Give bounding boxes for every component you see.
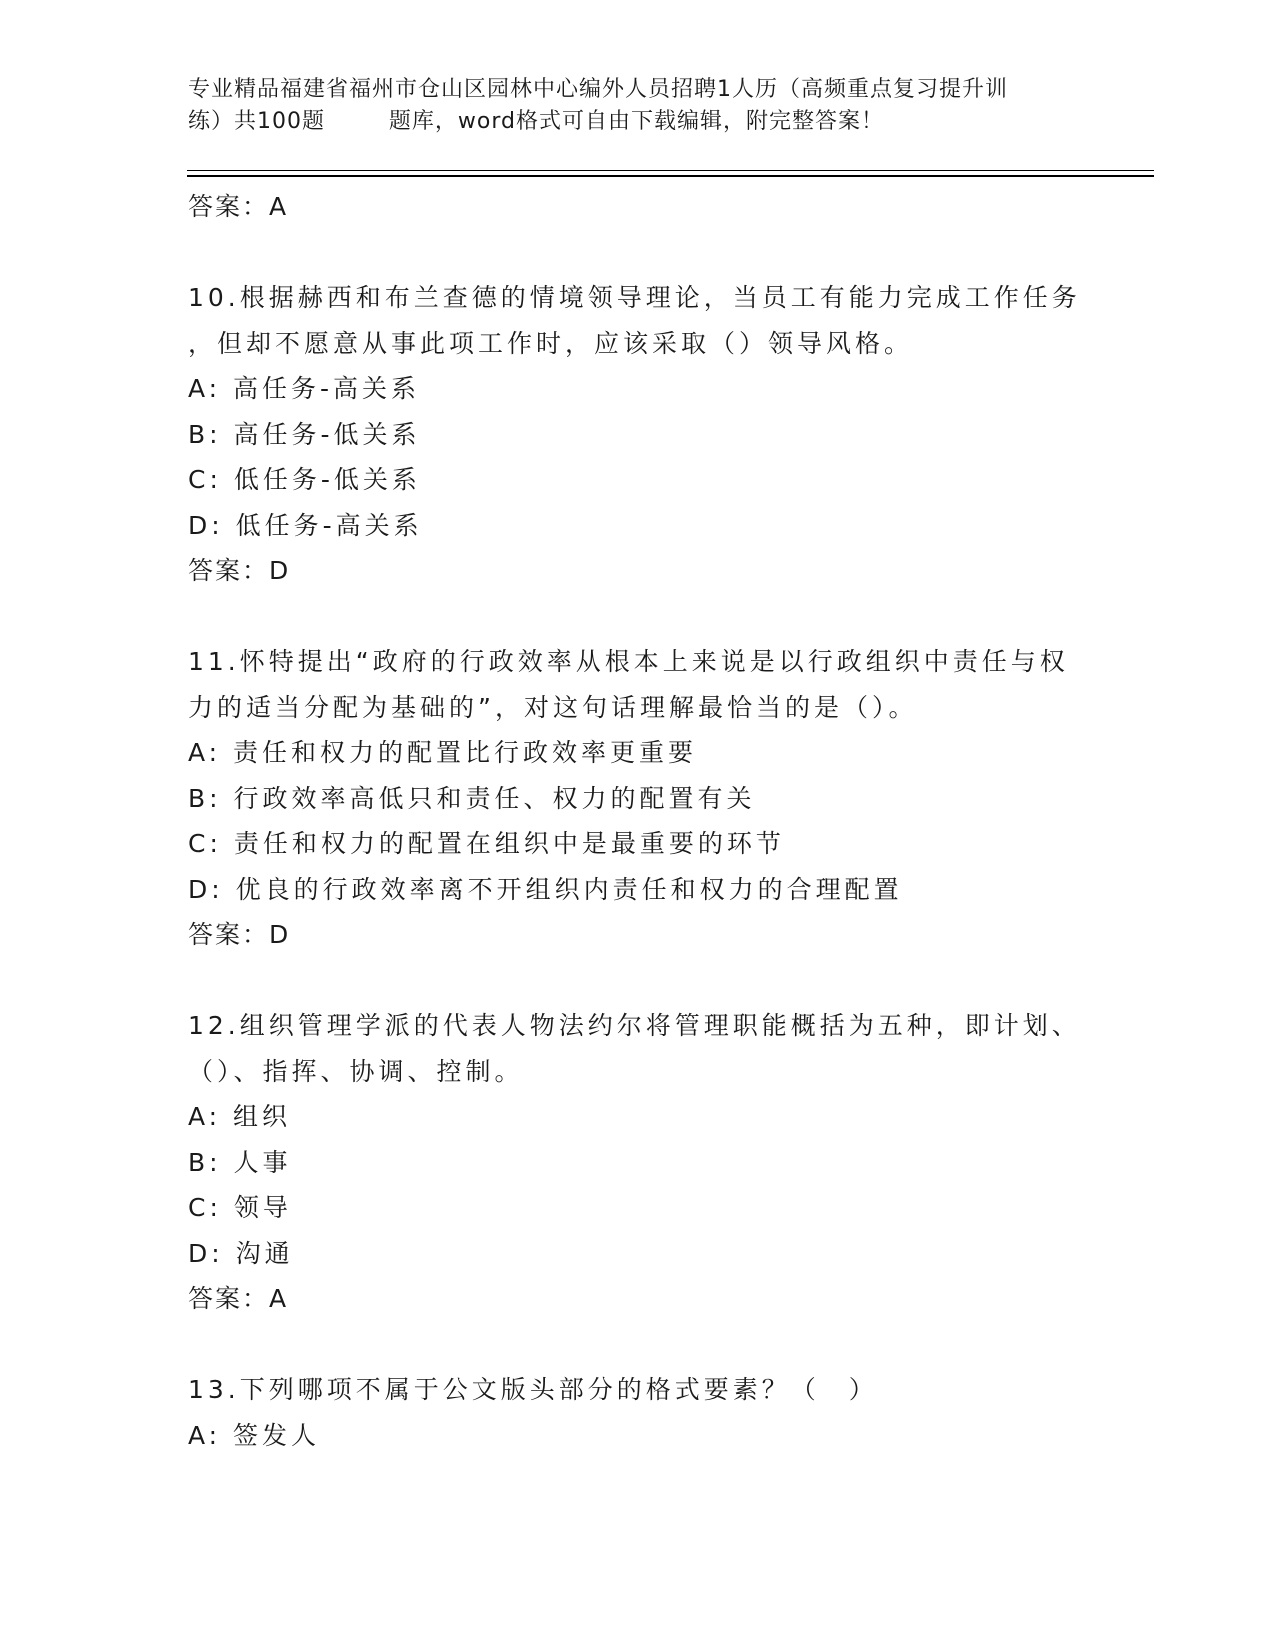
spacer [188,958,1088,1004]
header-title-line-2: 练）共100题 题库，word格式可自由下载编辑，附完整答案！ [188,109,885,134]
answer-line: 答案：D [188,920,291,949]
option-a: A: 高任务-高关系 [188,374,421,403]
page-header [188,74,1088,138]
option-d: D: 优良的行政效率离不开组织内责任和权力的合理配置 [188,874,903,904]
option-b: B: 人事 [188,1147,292,1177]
question-stem: （）、指挥、协调、控制。 [188,1056,524,1086]
option-b: B: 行政效率高低只和责任、权力的配置有关 [188,783,756,813]
spacer [188,1322,1088,1368]
option-a: A: 组织 [188,1102,292,1131]
answer-line: 答案：A [188,192,289,221]
question-block [188,275,1088,594]
question-stem: 力的适当分配为基础的”，对这句话理解最恰当的是（）。 [188,692,918,722]
spacer [188,230,1088,276]
question-stem: 11.怀特提出“政府的行政效率从根本上来说是以行政组织中责任与权 [188,647,1069,676]
option-c: C: 责任和权力的配置在组织中是最重要的环节 [188,829,785,858]
question-block [188,1003,1088,1322]
question-block [188,639,1088,958]
option-c: C: 低任务-低关系 [188,465,421,494]
option-d: D: 沟通 [188,1238,294,1268]
header-divider-thick [187,175,1154,177]
option-c: C: 领导 [188,1193,292,1222]
answer-line: 答案：A [188,1284,289,1313]
option-b: B: 高任务-低关系 [188,419,421,449]
question-stem: ，但却不愿意从事此项工作时，应该采取（）领导风格。 [188,328,914,358]
answer-line: 答案：D [188,556,291,585]
option-d: D: 低任务-高关系 [188,510,423,540]
question-block [188,1367,1088,1458]
header-divider-thin [187,170,1154,171]
spacer [188,594,1088,640]
question-stem: 13.下列哪项不属于公文版头部分的格式要素？（ ） [188,1375,878,1404]
question-stem: 10.根据赫西和布兰查德的情境领导理论，当员工有能力完成工作任务 [188,283,1081,312]
option-a: A: 责任和权力的配置比行政效率更重要 [188,738,698,767]
header-title-line-1: 专业精品福建省福州市仓山区园林中心编外人员招聘1人历（高频重点复习提升训 [188,77,1008,102]
question-stem: 12.组织管理学派的代表人物法约尔将管理职能概括为五种，即计划、 [188,1011,1081,1040]
question-list [188,184,1088,1458]
option-a: A: 签发人 [188,1420,321,1450]
